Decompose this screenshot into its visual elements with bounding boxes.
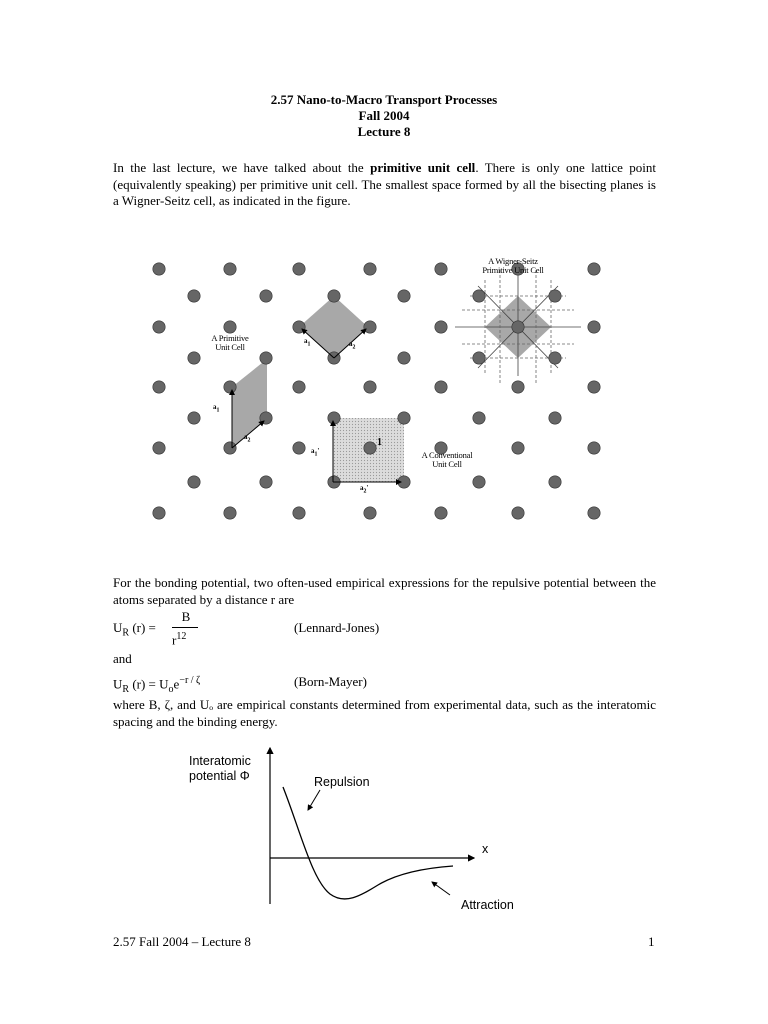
- lattice-atom: [588, 507, 600, 519]
- lattice-atom: [398, 290, 410, 302]
- born-mayer-equation: $U_R$ $(r) = U_oe^{-r / \zeta}$: [113, 675, 201, 695]
- lattice-atom: [293, 263, 305, 275]
- lattice-atom: [224, 442, 236, 454]
- conventional-cell-label: A Conventional Unit Cell: [421, 450, 473, 469]
- repulsion-label: Repulsion: [314, 775, 370, 789]
- page-number: 1: [648, 934, 655, 949]
- lattice-atom: [153, 263, 165, 275]
- lattice-atom: [512, 381, 524, 393]
- lattice-atom: [473, 352, 485, 364]
- lattice-atom: [512, 507, 524, 519]
- bonding-paragraph: For the bonding potential, two often-used empirical expressions for the repulsive potential between the atoms separated by a distance r are: [113, 575, 656, 607]
- lattice-atom: [188, 412, 200, 424]
- lattice-atom: [328, 290, 340, 302]
- footer-text: 2.57 Fall 2004 – Lecture 8: [113, 934, 251, 949]
- lattice-atom: [473, 476, 485, 488]
- lecture-number: Lecture 8: [357, 124, 411, 139]
- term: Fall 2004: [358, 108, 410, 123]
- lattice-atom: [435, 507, 447, 519]
- lattice-atom: [588, 381, 600, 393]
- lattice-atom: [364, 381, 376, 393]
- lattice-atom: [364, 507, 376, 519]
- label-a2-left: $a_2$: [244, 433, 251, 444]
- lattice-atom: [293, 442, 305, 454]
- lattice-atom: [364, 442, 376, 454]
- lattice-atom: [588, 321, 600, 333]
- rotated-primitive-cell: [299, 296, 368, 358]
- potential-plot: [270, 748, 474, 904]
- lennard-jones-tag: (Lennard-Jones): [294, 620, 380, 635]
- lattice-atom: [188, 290, 200, 302]
- lattice-atom: [588, 442, 600, 454]
- constants-paragraph: where B, ζ, and Uₒ are empirical constants determined from experimental data, such as the interatomic spacing and the binding energy.: [113, 697, 656, 729]
- lattice-atom: [398, 352, 410, 364]
- lattice-atom: [153, 507, 165, 519]
- attraction-arrow: [432, 882, 450, 895]
- lattice-atom: [473, 412, 485, 424]
- lattice-atom: [512, 442, 524, 454]
- conventional-count-label: 1: [377, 437, 382, 448]
- and-text: and: [113, 651, 132, 666]
- potential-curve: [283, 787, 453, 899]
- lattice-atom: [260, 290, 272, 302]
- lattice-atom: [224, 263, 236, 275]
- lattice-atom: [188, 476, 200, 488]
- repulsion-arrow: [308, 790, 320, 810]
- lattice-atom: [224, 321, 236, 333]
- course-title: 2.57 Nano-to-Macro Transport Processes: [270, 92, 498, 107]
- wigner-seitz-label: A Wigner-Seitz Primitive Unit Cell: [482, 256, 544, 275]
- label-a1-middle: $a_1$: [304, 337, 311, 348]
- lattice-atom: [224, 507, 236, 519]
- label-a1-prime: $a_1'$: [311, 447, 320, 458]
- lattice-atom: [512, 321, 524, 333]
- lattice-atom: [364, 321, 376, 333]
- lattice-atom: [293, 321, 305, 333]
- lattice-atom: [549, 476, 561, 488]
- lattice-atom: [153, 321, 165, 333]
- lattice-atom: [153, 381, 165, 393]
- lattice-atom: [188, 352, 200, 364]
- label-a2-prime: $a_2'$: [360, 484, 369, 495]
- intro-paragraph: In the last lecture, we have talked about the primitive unit cell. There is only one lattice point (equivalently speaking) per primitive unit cell. The smallest space formed by all the bisecting planes is a Wigner-Seitz cell, as indicated in the figure.: [113, 160, 656, 208]
- plot-x-label: x: [482, 842, 489, 856]
- lattice-atom: [293, 381, 305, 393]
- lattice-atom: [435, 263, 447, 275]
- lattice-atom: [153, 442, 165, 454]
- lattice-atom: [328, 412, 340, 424]
- lattice-atom: [435, 321, 447, 333]
- lattice-atom: [260, 476, 272, 488]
- lattice-atom: [435, 381, 447, 393]
- lattice-atom: [549, 352, 561, 364]
- label-a2-middle: $a_2$: [349, 340, 356, 351]
- lattice-atom: [588, 263, 600, 275]
- lattice-atom: [224, 381, 236, 393]
- label-a1-left: $a_1$: [213, 403, 220, 414]
- primitive-cell-label: A Primitive Unit Cell: [211, 333, 249, 352]
- attraction-label: Attraction: [461, 898, 514, 912]
- born-mayer-tag: (Born-Mayer): [294, 674, 367, 689]
- lattice-atom: [364, 263, 376, 275]
- plot-y-label: Interatomic potential Φ: [189, 754, 251, 783]
- lattice-atom: [549, 290, 561, 302]
- lattice-atom: [260, 352, 272, 364]
- fraction-bar: [172, 627, 198, 628]
- lennard-jones-numerator: B: [181, 609, 191, 624]
- lennard-jones-equation: $U_R$ (r) =: [113, 620, 156, 639]
- primitive-unit-cell-term: primitive unit cell: [370, 160, 476, 175]
- lattice-atom: [473, 290, 485, 302]
- lennard-jones-denominator: $r^{12}$: [172, 631, 187, 648]
- lattice-atom: [398, 412, 410, 424]
- lattice-atom: [293, 507, 305, 519]
- lattice-atom: [549, 412, 561, 424]
